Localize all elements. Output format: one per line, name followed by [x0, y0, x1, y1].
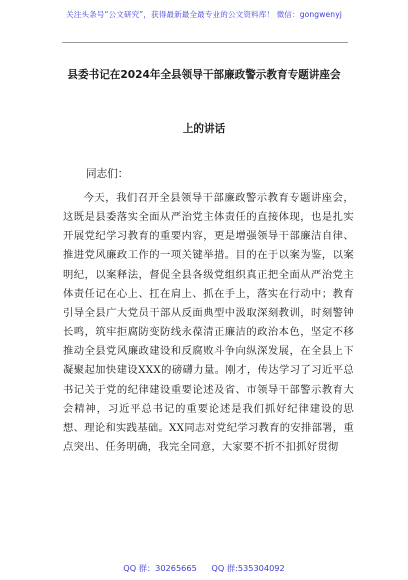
- header-divider: [62, 42, 348, 43]
- speech-body-paragraph: 今天，我们召开全县领导干部廉政警示教育专题讲座会，这既是县委落实全面从严治党主体责任的直接体现，也是扎实开展党纪学习教育的重要内容，更是增强领导干部廉洁自律、推进党风廉政工作的一项关键举措。目的在于以案为鉴，以案明纪，以案释法，督促全县各级党组织真正把全面从严治党主体责任记在心上、扛在肩上、抓在手上，落实在行动中；教育引导全县广大党员干部从反面典型中汲取深刻教训，时刻警钟长鸣，筑牢拒腐防变防线永葆清正廉洁的政治本色，坚定不移推动全县党风廉政建设和反腐败斗争向纵深发展，在全县上下凝聚起加快建设XXX的磅礴力量。刚才，传达学习了习近平总书记关于党的纪律建设重要论述及省、市领导干部警示教育大会精神，习近平总书记的重要论述是我们抓好纪律建设的思想、理论和实践基础。XX同志对党纪学习教育的安排部署，重点突出、任务明确，我完全同意，大家要不折不扣抓好贯彻: [63, 192, 354, 454]
- footer-qq-group-2: QQ 群:535304092: [211, 563, 285, 573]
- salutation: 同志们：: [86, 168, 129, 180]
- header-promo-note: 关注头条号“公文研究”，获得最新最全最专业的公文资料库！ 微信：gongwenyj: [66, 10, 342, 19]
- footer-qq-group-1: QQ 群：30265665: [123, 563, 197, 573]
- document-title-line2: 上的讲话: [182, 123, 226, 135]
- footer-contact: [0, 563, 408, 574]
- document-title-line1: 县委书记在2024年全县领导干部廉政警示教育专题讲座会: [67, 69, 341, 81]
